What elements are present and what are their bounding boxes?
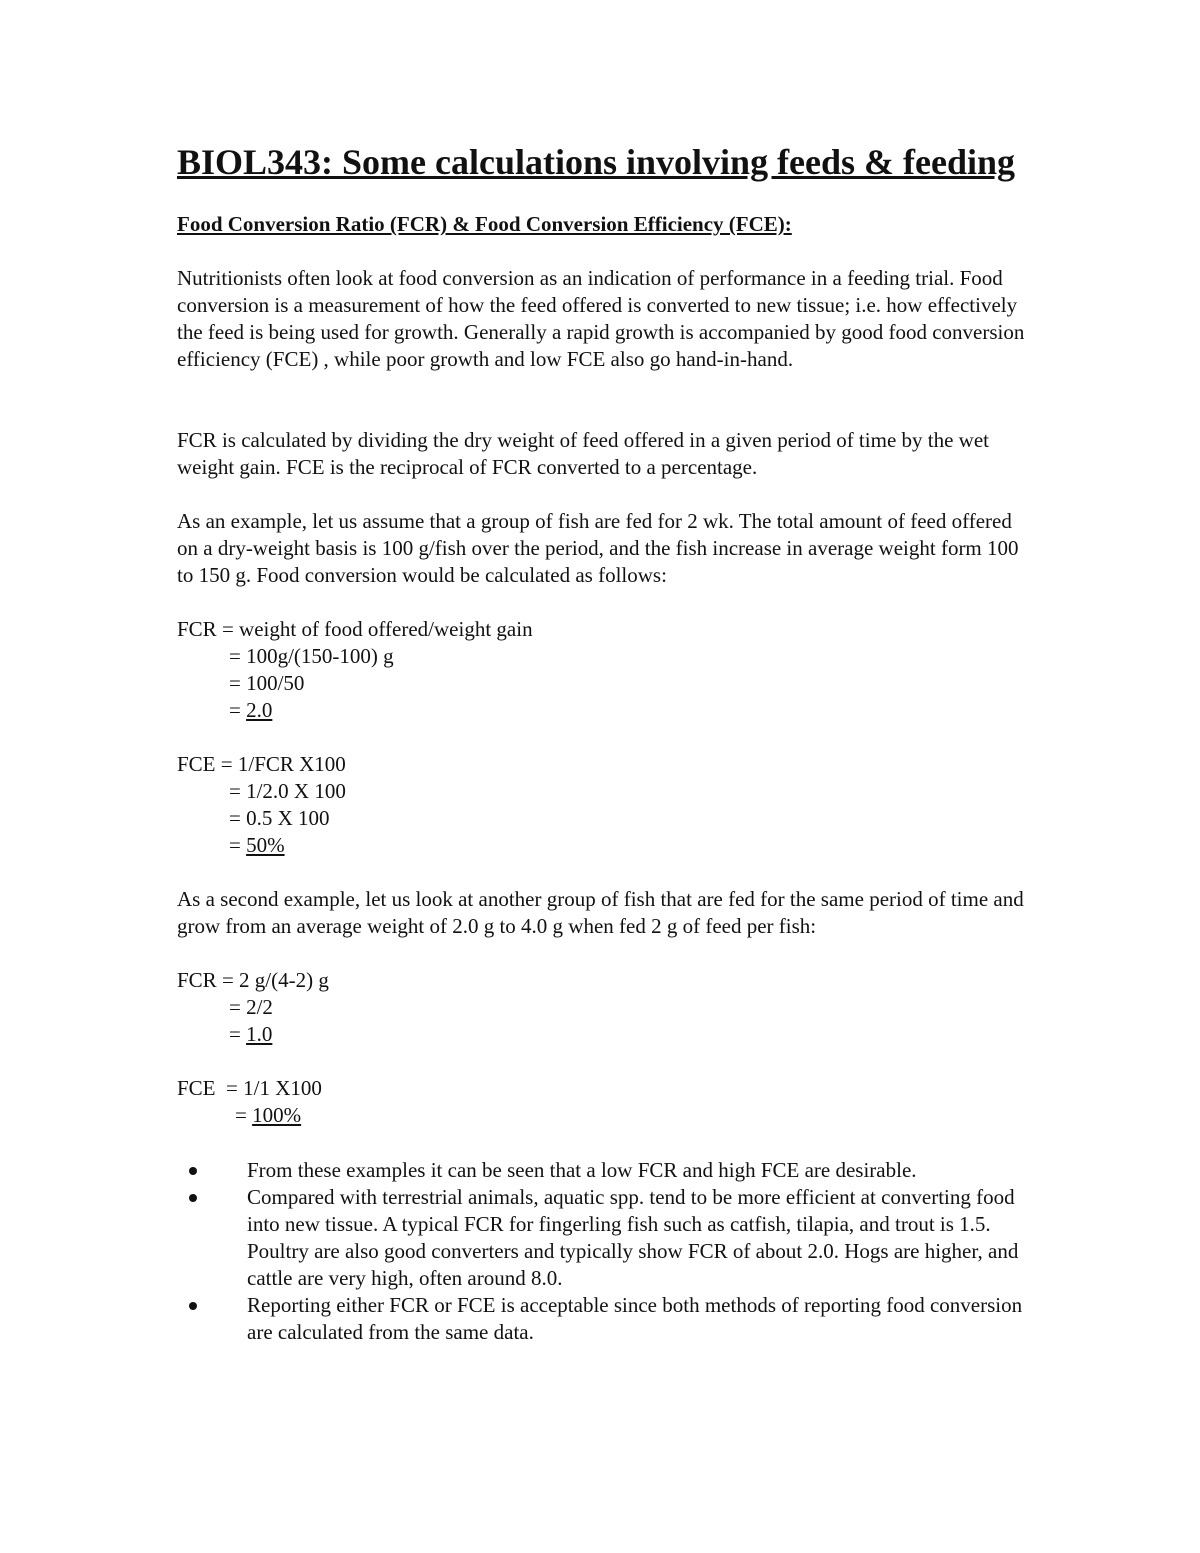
example2-fce-calculation (177, 1075, 322, 1129)
document-title: BIOL343: Some calculations involving feeds & feeding (177, 142, 1016, 182)
calc-equals: = (229, 1022, 247, 1046)
example1-fce-calculation (177, 751, 346, 859)
calc-line: FCE = 1/1 X100 (177, 1076, 322, 1100)
calc-equals: = (235, 1103, 253, 1127)
paragraph-example-1: As an example, let us assume that a group of fish are fed for 2 wk. The total amount of feed offered on a dry-weight basis is 100 g/fish over the period, and the fish increase in average weight form 100 to 150 g. Food conversion would be calculated as follows: (177, 509, 1019, 587)
calc-result: 50% (246, 833, 285, 857)
example2-fcr-calculation (177, 967, 329, 1048)
list-item (177, 1157, 1037, 1184)
bullet-icon (189, 1167, 197, 1175)
list-item-text: Reporting either FCR or FCE is acceptable since both methods of reporting food conversion are calculated from the same data. (247, 1293, 1023, 1344)
list-item (177, 1292, 1037, 1346)
calc-line: = 100g/(150-100) g (229, 644, 394, 668)
example1-fcr-calculation (177, 616, 533, 724)
paragraph-definition: FCR is calculated by dividing the dry weight of feed offered in a given period of time by the wet weight gain. FCE is the reciprocal of FCR converted to a percentage. (177, 428, 989, 479)
calc-line: = 100/50 (229, 671, 305, 695)
calc-result: 2.0 (246, 698, 273, 722)
calc-equals: = (229, 833, 247, 857)
calc-line: FCE = 1/FCR X100 (177, 752, 346, 776)
paragraph-intro: Nutritionists often look at food conversion as an indication of performance in a feeding trial. Food conversion is a measurement of how the feed offered is converted to new tissue; i.e. how effectively the feed is being used for growth. Generally a rapid growth is accompanied by good food conversion efficiency (FCE) , while poor growth and low FCE also go hand-in-hand. (177, 266, 1025, 371)
list-item-text: From these examples it can be seen that a low FCR and high FCE are desirable. (247, 1158, 917, 1182)
section-heading: Food Conversion Ratio (FCR) & Food Conversion Efficiency (FCE): (177, 212, 792, 236)
list-item (177, 1184, 1037, 1292)
calc-line: = 2/2 (229, 995, 273, 1019)
calc-line: FCR = weight of food offered/weight gain (177, 617, 533, 641)
paragraph-example-2: As a second example, let us look at another group of fish that are fed for the same period of time and grow from an average weight of 2.0 g to 4.0 g when fed 2 g of feed per fish: (177, 887, 1024, 938)
calc-line: FCR = 2 g/(4-2) g (177, 968, 329, 992)
conclusions-list (177, 1157, 1037, 1346)
calc-line: = 1/2.0 X 100 (229, 779, 346, 803)
bullet-icon (189, 1194, 197, 1202)
calc-line: = 0.5 X 100 (229, 806, 330, 830)
calc-result: 100% (252, 1103, 302, 1127)
calc-result-line (177, 697, 533, 724)
calc-result-line (177, 1102, 322, 1129)
list-item-text: Compared with terrestrial animals, aquatic spp. tend to be more efficient at converting food into new tissue. A typical FCR for fingerling fish such as catfish, tilapia, and trout is 1.5. Poultry are also good converters and typically show FCR of about 2.0. Hogs are higher, and cattle are very high, often around 8.0. (247, 1185, 1019, 1290)
calc-result-line (177, 832, 346, 859)
bullet-icon (189, 1302, 197, 1310)
calc-result: 1.0 (246, 1022, 273, 1046)
calc-equals: = (229, 698, 247, 722)
calc-result-line (177, 1021, 329, 1048)
